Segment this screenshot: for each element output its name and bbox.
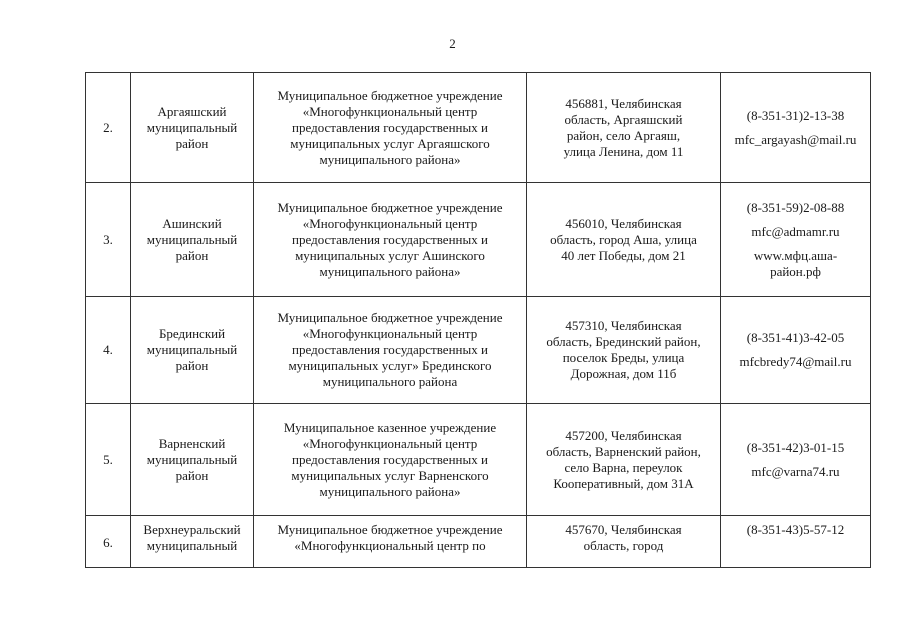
- phone-number: (8-351-42)3-01-15: [746, 439, 845, 455]
- organization-cell: Муниципальное бюджетное учреждение «Многофункциональный центр предоставления государственных и муниципальных услуг Аргаяшского муниципального района»: [254, 73, 527, 183]
- address-cell: 457200, Челябинская область, Варненский район, село Варна, переулок Кооперативный, дом 31А: [527, 404, 721, 516]
- website-address: www.мфц.аша-: [753, 247, 838, 263]
- district-cell: Аргаяшский муниципальный район: [131, 73, 254, 183]
- address-cell: 457670, Челябинская область, город: [527, 516, 721, 568]
- address-cell: 456881, Челябинская область, Аргаяшский район, село Аргаяш, улица Ленина, дом 11: [527, 73, 721, 183]
- row-number: 3.: [86, 183, 131, 297]
- organization-cell: Муниципальное бюджетное учреждение «Многофункциональный центр предоставления государственных и муниципальных услуг» Брединского муниципального района: [254, 297, 527, 404]
- address-cell: 456010, Челябинская область, город Аша, улица 40 лет Победы, дом 21: [527, 183, 721, 297]
- table-row: [86, 516, 871, 568]
- phone-number: (8-351-41)3-42-05: [746, 330, 845, 345]
- mfc-registry-table: [85, 72, 871, 568]
- contacts-cell: [721, 183, 871, 297]
- organization-cell: Муниципальное казенное учреждение «Многофункциональный центр предоставления государственных и муниципальных услуг Варненского муниципального района»: [254, 404, 527, 516]
- email-address: mfc@varna74.ru: [751, 463, 840, 479]
- district-cell: Варненский муниципальный район: [131, 404, 254, 516]
- contacts-cell: [721, 404, 871, 516]
- phone-number: (8-351-31)2-13-38: [746, 107, 845, 123]
- address-cell: 457310, Челябинская область, Брединский район, поселок Бреды, улица Дорожная, дом 11б: [527, 297, 721, 404]
- email-address: mfc@admamr.ru: [751, 223, 840, 239]
- phone-number: (8-351-59)2-08-88: [746, 199, 845, 215]
- table-row: [86, 404, 871, 516]
- contacts-cell: [721, 297, 871, 404]
- table-row: [86, 73, 871, 183]
- row-number: 2.: [86, 73, 131, 183]
- website-address-cont: район.рф: [770, 263, 821, 279]
- organization-cell: Муниципальное бюджетное учреждение «Многофункциональный центр по: [254, 516, 527, 568]
- district-cell: Брединский муниципальный район: [131, 297, 254, 404]
- row-number: 6.: [86, 516, 131, 568]
- contacts-cell: [721, 73, 871, 183]
- district-cell: Ашинский муниципальный район: [131, 183, 254, 297]
- organization-cell: Муниципальное бюджетное учреждение «Многофункциональный центр предоставления государственных и муниципальных услуг Ашинского муниципального района»: [254, 183, 527, 297]
- table-row: [86, 183, 871, 297]
- table-row: [86, 297, 871, 404]
- row-number: 4.: [86, 297, 131, 404]
- email-address: mfc_argayash@mail.ru: [734, 131, 857, 147]
- row-number: 5.: [86, 404, 131, 516]
- email-address: mfcbredy74@mail.ru: [739, 354, 852, 369]
- district-cell: Верхнеуральский муниципальный: [131, 516, 254, 568]
- page-number: 2: [449, 36, 456, 51]
- phone-number: (8-351-43)5-57-12: [746, 522, 845, 537]
- contacts-cell: [721, 516, 871, 568]
